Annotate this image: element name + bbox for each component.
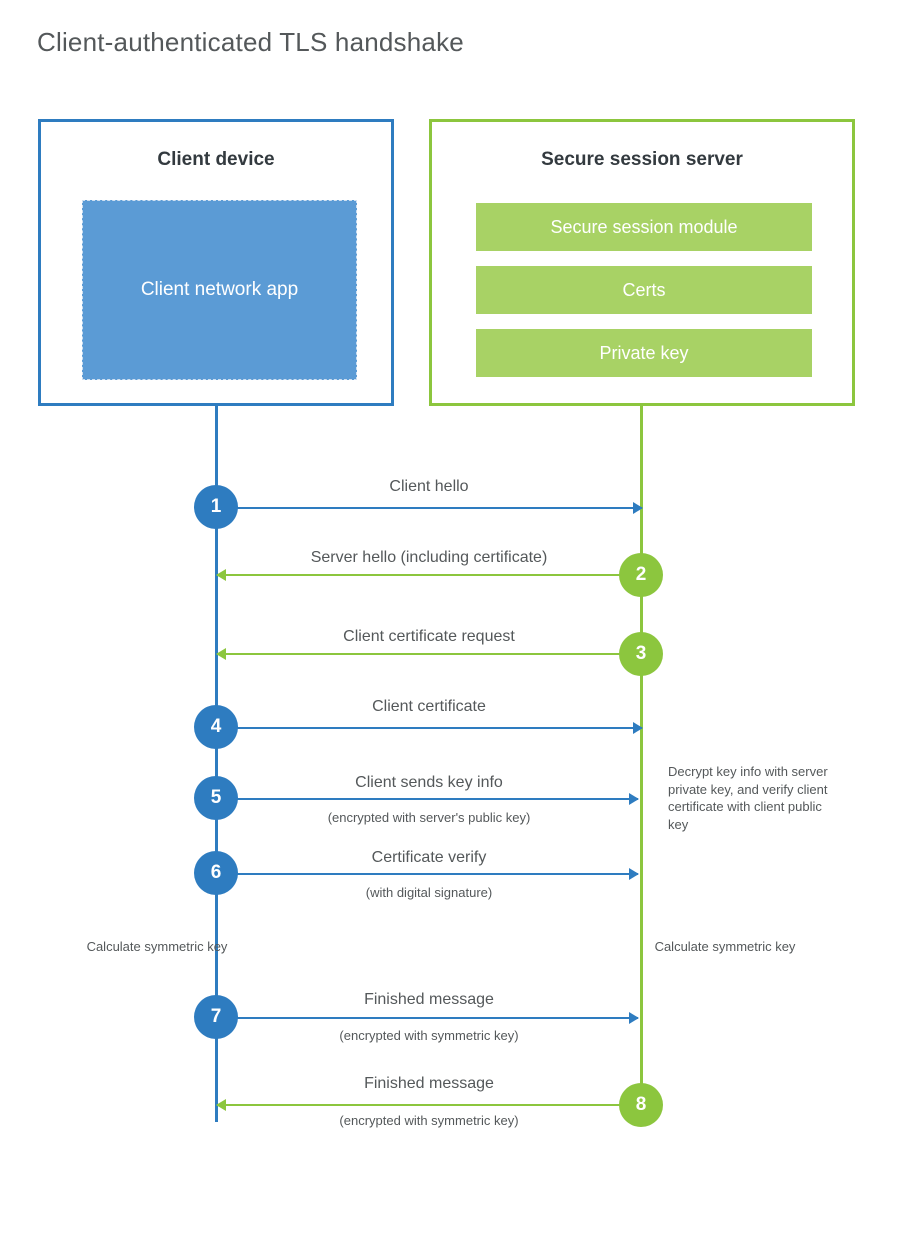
message-label-2: Server hello (including certificate) [310, 549, 548, 566]
server-component-secure-session-module: Secure session module [476, 203, 812, 251]
message-label-7: Finished message [364, 991, 494, 1008]
step-marker-2: 2 [619, 553, 663, 597]
step-marker-7: 7 [194, 995, 238, 1039]
arrow-step-5 [218, 798, 638, 800]
step-marker-8: 8 [619, 1083, 663, 1127]
message-sublabel-8: (encrypted with symmetric key) [339, 1113, 519, 1128]
client-network-app: Client network app [82, 200, 357, 380]
message-label-4: Client certificate [372, 698, 486, 715]
step-marker-1: 1 [194, 485, 238, 529]
arrow-step-4 [218, 727, 642, 729]
page-title: Client-authenticated TLS handshake [37, 27, 464, 57]
note-server-calculate-symmetric-key: Calculate symmetric key [654, 939, 796, 954]
arrow-step-2 [217, 574, 641, 576]
message-label-5: Client sends key info [355, 774, 503, 791]
note-client-calculate-symmetric-key: Calculate symmetric key [86, 939, 228, 954]
secure-session-server-box [429, 119, 855, 406]
message-label-6: Certificate verify [371, 849, 487, 866]
step-marker-5: 5 [194, 776, 238, 820]
step-marker-3: 3 [619, 632, 663, 676]
message-sublabel-7: (encrypted with symmetric key) [339, 1028, 519, 1043]
secure-session-server-title: Secure session server [541, 149, 743, 170]
server-component-certs: Certs [476, 266, 812, 314]
message-sublabel-5: (encrypted with server's public key) [327, 810, 531, 825]
arrow-step-1 [218, 507, 642, 509]
message-label-8: Finished message [364, 1075, 494, 1092]
arrow-step-8 [217, 1104, 641, 1106]
arrow-step-3 [217, 653, 641, 655]
step-marker-6: 6 [194, 851, 238, 895]
client-device-title: Client device [157, 149, 275, 170]
server-component-private-key: Private key [476, 329, 812, 377]
note-server-decrypt: Decrypt key info with server private key, and verify client certificate with client public key [668, 764, 828, 832]
arrow-step-6 [218, 873, 638, 875]
message-label-3: Client certificate request [343, 628, 515, 645]
message-label-1: Client hello [389, 478, 469, 495]
message-sublabel-6: (with digital signature) [365, 885, 493, 900]
step-marker-4: 4 [194, 705, 238, 749]
client-device-box [38, 119, 394, 406]
arrow-step-7 [218, 1017, 638, 1019]
